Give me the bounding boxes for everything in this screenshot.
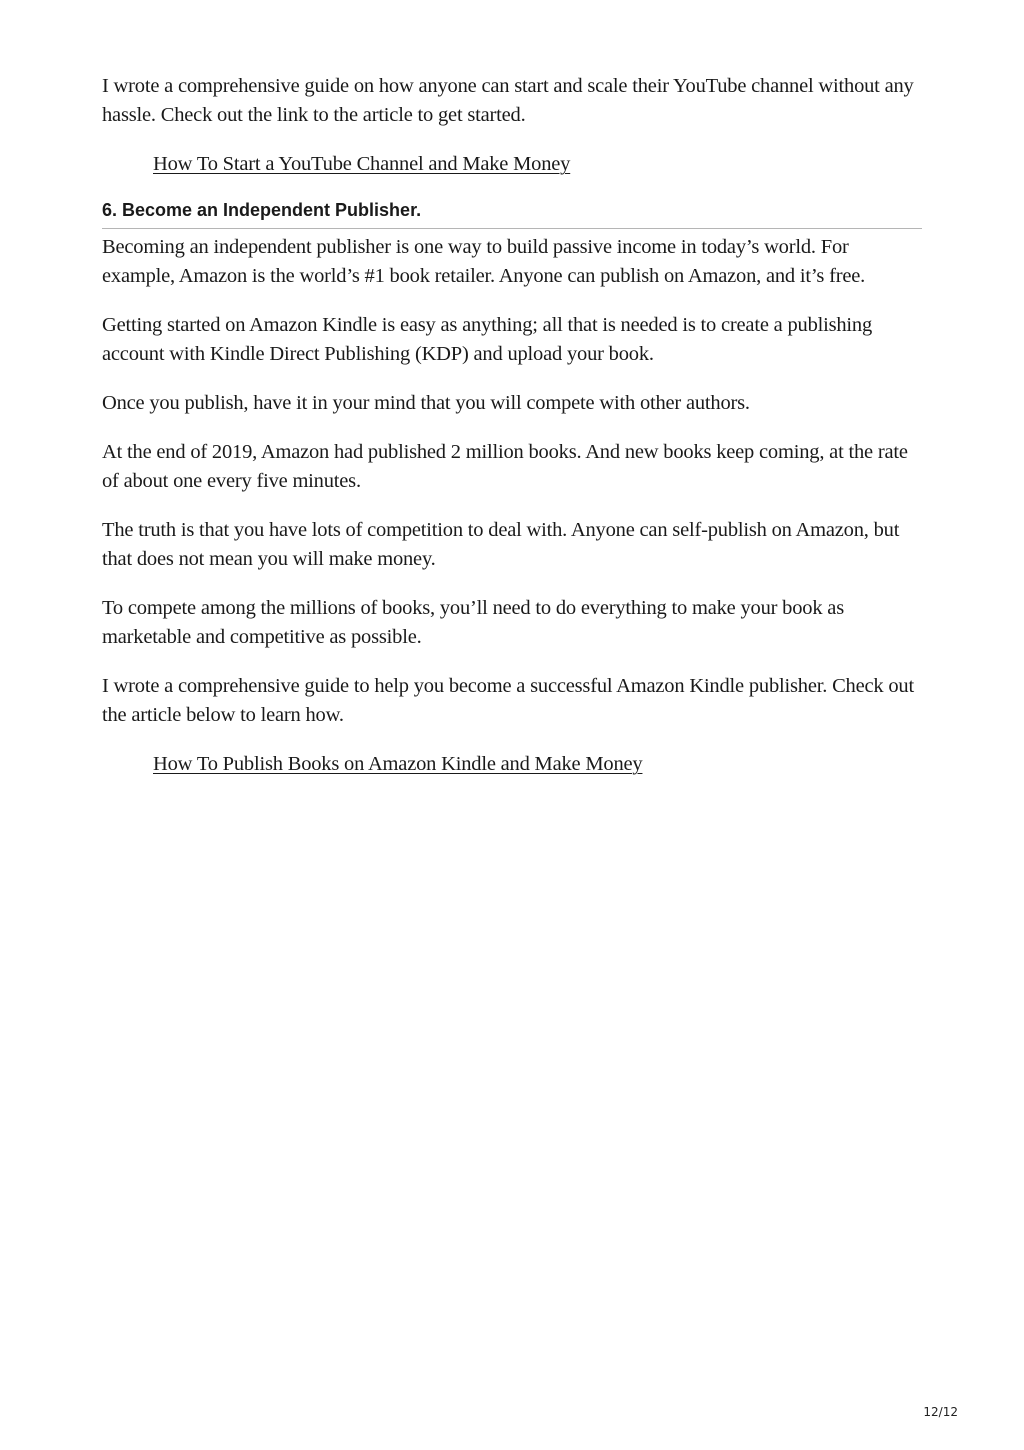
section-heading: 6. Become an Independent Publisher. [102,199,922,229]
section-paragraph: To compete among the millions of books, you’ll need to do everything to make your book as marketable and competitive as possible. [102,597,844,648]
section-paragraph: Getting started on Amazon Kindle is easy as anything; all that is needed is to create a publishing account with Kindle Direct Publishing (KDP) and upload your book. [102,314,873,365]
section-paragraph: The truth is that you have lots of competition to deal with. Anyone can self-publish on Amazon, but that does not mean you will make money. [102,519,900,570]
section-paragraph: At the end of 2019, Amazon had published 2 million books. And new books keep coming, at the rate of about one every five minutes. [102,441,908,492]
intro-paragraph: I wrote a comprehensive guide on how anyone can start and scale their YouTube channel without any hassle. Check out the link to the article to get started. [102,75,914,126]
document-body [102,72,922,799]
section-paragraph: I wrote a comprehensive guide to help you become a successful Amazon Kindle publisher. Check out the article below to learn how. [102,675,914,726]
page-number: 12/12 [923,1405,958,1419]
section-paragraph: Once you publish, have it in your mind that you will compete with other authors. [102,392,750,414]
youtube-guide-link[interactable]: How To Start a YouTube Channel and Make Money [153,153,571,175]
kindle-guide-link[interactable]: How To Publish Books on Amazon Kindle and Make Money [153,753,643,775]
kindle-guide-link-block [153,750,922,779]
youtube-guide-link-block [153,150,922,179]
section-paragraph: Becoming an independent publisher is one way to build passive income in today’s world. For example, Amazon is the world’s #1 book retailer. Anyone can publish on Amazon, and it’s free. [102,236,866,287]
